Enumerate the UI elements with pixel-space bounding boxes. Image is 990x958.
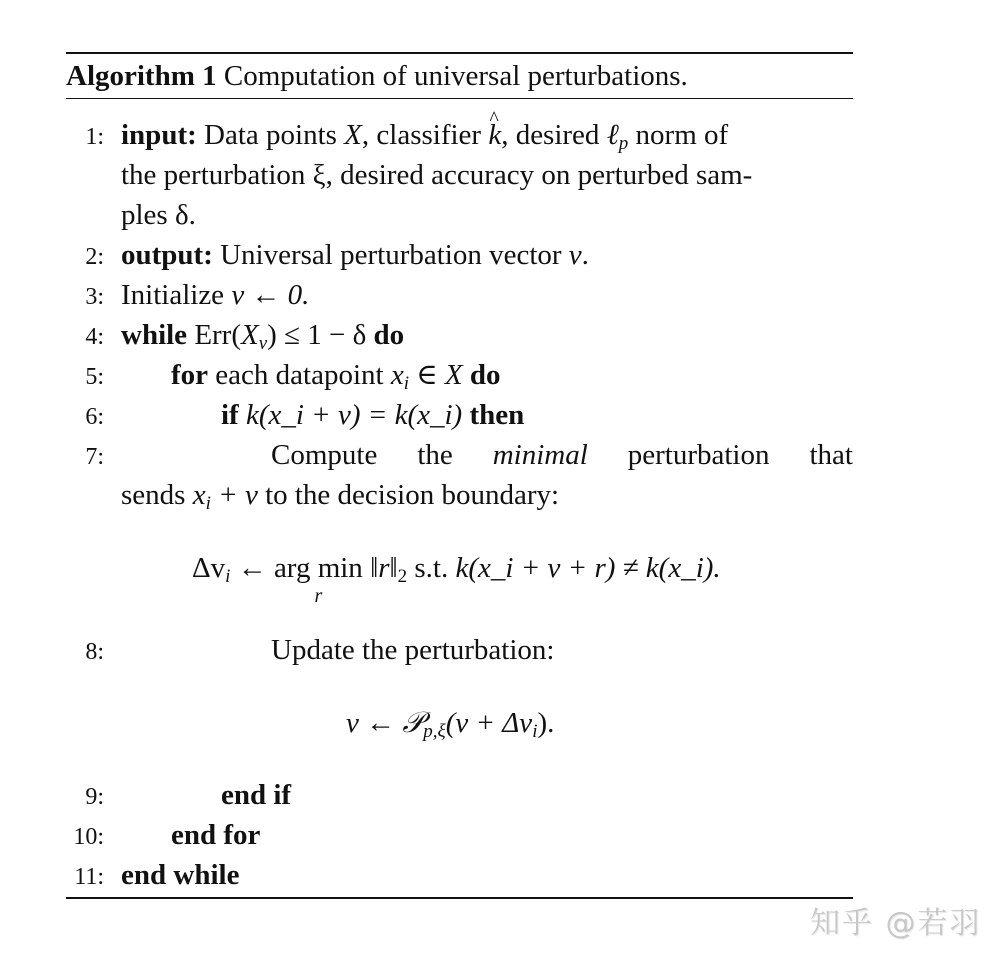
watermark: 知乎 @若羽 xyxy=(810,906,982,941)
equation-update xyxy=(346,703,554,743)
line-number: 5: xyxy=(85,364,104,390)
algorithm-caption xyxy=(66,58,688,94)
math: Err( xyxy=(194,319,241,351)
line-number: 2: xyxy=(85,244,104,270)
math: X xyxy=(344,119,362,151)
text: . xyxy=(581,239,589,271)
text: , classifier xyxy=(361,119,482,151)
top-rule xyxy=(66,52,853,54)
line-number: 9: xyxy=(85,784,104,810)
math: x xyxy=(390,359,404,391)
line-number: 10: xyxy=(73,824,104,850)
line-number: 7: xyxy=(85,444,104,470)
math: p,ξ xyxy=(423,721,446,742)
text: minimal xyxy=(492,439,588,471)
math: x xyxy=(192,479,206,511)
line-number: 3: xyxy=(85,284,104,310)
text: , desired xyxy=(501,119,600,151)
math: k(x_i + v + r) ≠ k(x_i). xyxy=(455,552,721,584)
keyword: input: xyxy=(121,119,197,151)
math: ). xyxy=(537,707,555,739)
math: ) ≤ 1 − δ xyxy=(267,319,367,351)
math: ← xyxy=(237,552,267,584)
math: p xyxy=(618,133,629,154)
keyword: then xyxy=(469,399,525,431)
text: norm of xyxy=(635,119,729,151)
math: v xyxy=(244,479,258,511)
keyword: for xyxy=(171,359,209,391)
equation-argmin xyxy=(192,548,721,607)
math: v xyxy=(258,333,268,354)
math: (v + Δv xyxy=(445,707,533,739)
bottom-rule xyxy=(66,897,853,899)
text: that xyxy=(809,439,853,471)
algorithm-title: Computation of universal perturbations. xyxy=(223,60,688,92)
line-number: 8: xyxy=(85,639,104,665)
algorithm-label: Algorithm 1 xyxy=(66,60,217,92)
math: 𝒫 xyxy=(402,707,424,739)
keyword: end if xyxy=(221,779,292,811)
text: perturbation xyxy=(627,439,770,471)
text: Universal perturbation vector xyxy=(220,239,562,271)
line-number: 11: xyxy=(74,864,104,890)
math: v xyxy=(568,239,582,271)
math: ^ k xyxy=(488,115,501,155)
text: to the decision boundary: xyxy=(265,479,560,511)
line-1-cont2: ples δ. xyxy=(121,199,196,231)
text: Update the perturbation: xyxy=(271,634,555,666)
text: Compute xyxy=(271,439,378,471)
mid-rule xyxy=(66,98,853,99)
math: Δv xyxy=(192,552,226,584)
math: v xyxy=(346,707,359,739)
math: X xyxy=(241,319,259,351)
math: r xyxy=(314,585,323,607)
keyword: output: xyxy=(121,239,213,271)
text: Initialize xyxy=(121,279,225,311)
line-number: 4: xyxy=(85,324,104,350)
math: v ← 0. xyxy=(231,279,310,311)
text: sends xyxy=(121,479,186,511)
math: ∈ X xyxy=(416,359,463,391)
text: Data points xyxy=(204,119,337,151)
math: i xyxy=(225,566,231,587)
line-number: 1: xyxy=(85,124,104,150)
math: i xyxy=(532,721,538,742)
math: i xyxy=(403,373,409,394)
line-1-cont: the perturbation ξ, desired accuracy on perturbed sam- xyxy=(121,159,753,191)
math: 2 xyxy=(397,566,408,587)
argmin xyxy=(273,548,363,607)
math: s.t. xyxy=(414,552,449,584)
text: the xyxy=(417,439,453,471)
keyword: end for xyxy=(171,819,261,851)
keyword: if xyxy=(221,399,239,431)
text: each datapoint xyxy=(215,359,384,391)
math: k(x_i + v) = k(x_i) xyxy=(245,399,463,431)
keyword: end while xyxy=(121,859,240,891)
line-7-cont: sends $x_i + v$ to the decision boundary: xyxy=(121,479,560,514)
math: i xyxy=(205,493,211,514)
keyword: while xyxy=(121,319,188,351)
math: ‖r‖ xyxy=(370,552,398,584)
math: arg min xyxy=(273,552,363,584)
line-number: 6: xyxy=(85,404,104,430)
keyword: do xyxy=(373,319,405,351)
math: ← xyxy=(366,707,396,739)
math: ℓ xyxy=(606,119,619,151)
keyword: do xyxy=(469,359,501,391)
